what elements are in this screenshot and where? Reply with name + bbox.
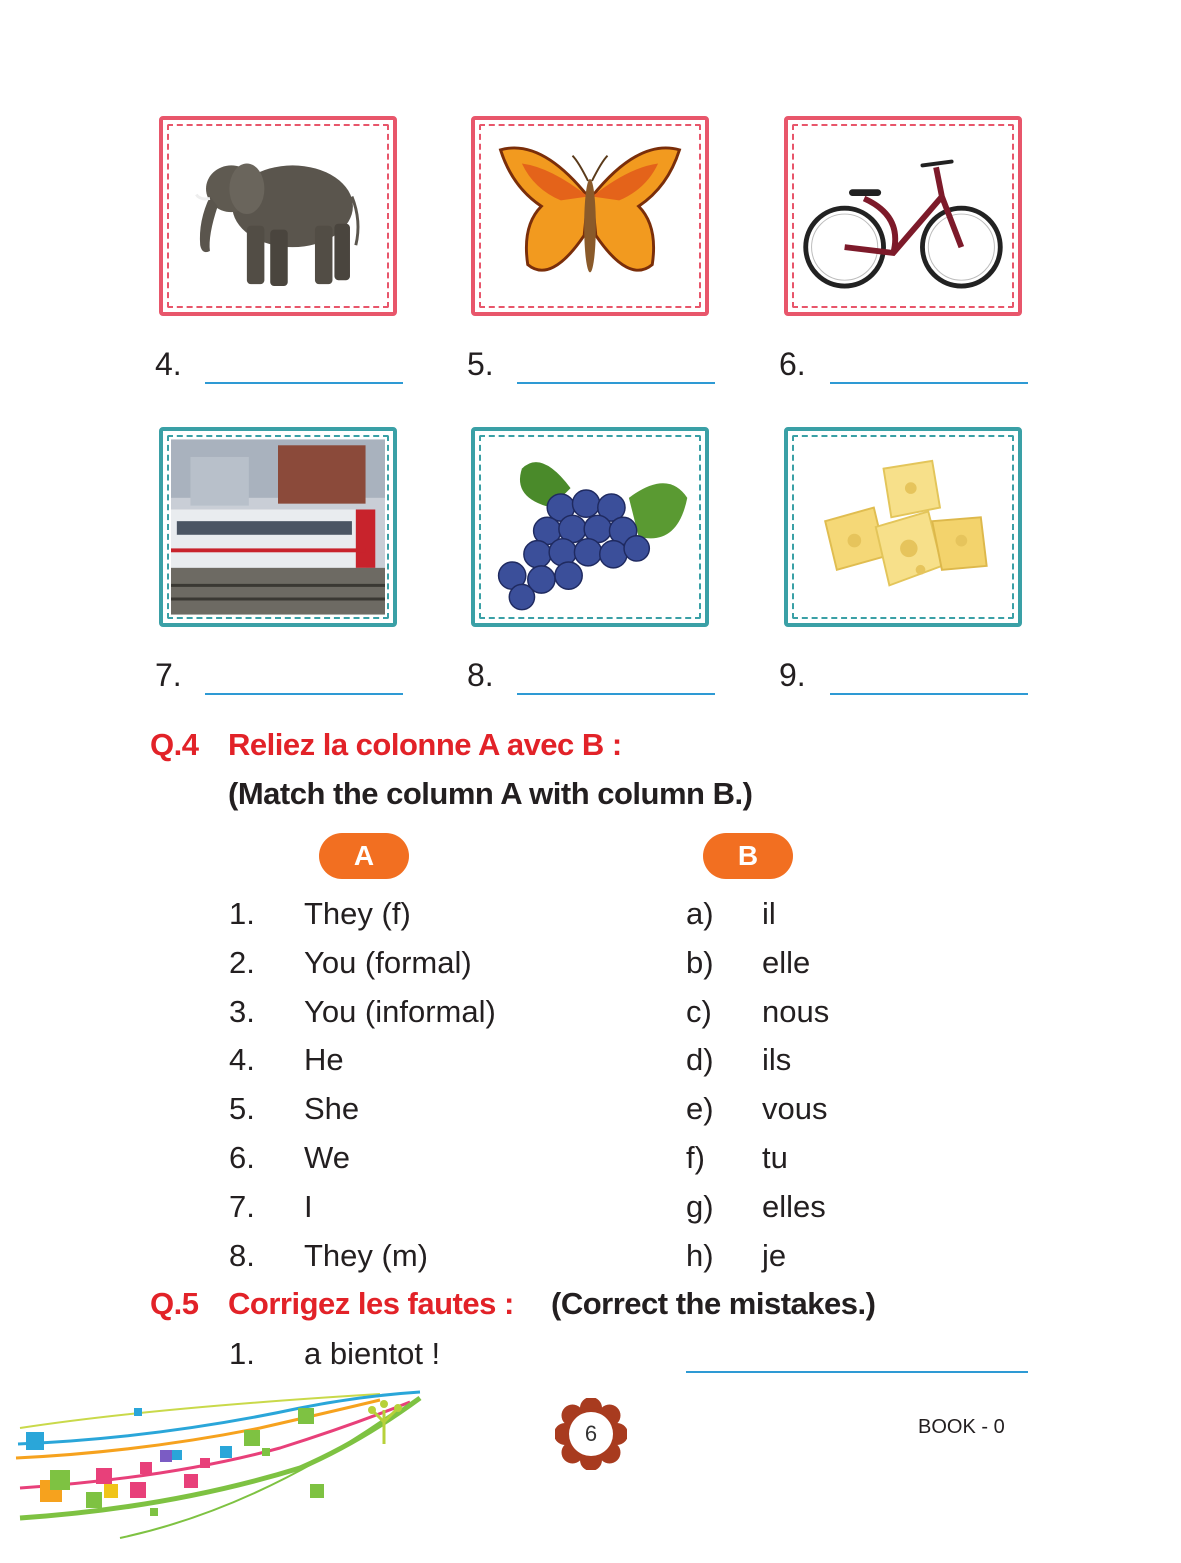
- match-row-8-b-letter: h): [686, 1237, 714, 1273]
- match-row-6-b-text: tu: [762, 1140, 788, 1175]
- match-row-1-b-letter: a): [686, 896, 714, 931]
- answer-line-9[interactable]: [830, 693, 1028, 695]
- answer-line-8[interactable]: [517, 693, 715, 695]
- cheese-icon: [796, 439, 1010, 615]
- match-row-8-a-text: They (m): [304, 1237, 428, 1273]
- match-row-4-b-letter: d): [686, 1042, 714, 1078]
- match-row-7-b-letter: g): [686, 1188, 714, 1224]
- item-number-6: 6.: [779, 346, 806, 382]
- match-row-8-a-number: 8.: [229, 1237, 255, 1273]
- decorative-ribbon-graphic: [0, 1388, 430, 1548]
- match-row-7-a-number: 7.: [229, 1188, 255, 1224]
- match-row-2-b-text: elle: [762, 944, 811, 980]
- match-row-5-b-text: vous: [762, 1091, 828, 1127]
- match-row-8-b-text: je: [762, 1237, 787, 1273]
- match-row-2-a-number: 2.: [229, 944, 255, 980]
- q5-answer-line[interactable]: [686, 1371, 1028, 1373]
- q4-number: Q.4: [150, 727, 199, 762]
- picture-frame-5: [471, 116, 709, 316]
- column-b-badge: B: [703, 833, 793, 879]
- answer-line-7[interactable]: [205, 693, 403, 695]
- picture-frame-9: [784, 427, 1022, 627]
- match-row-4-a-text: He: [304, 1042, 344, 1078]
- q5-number: Q.5: [150, 1286, 199, 1321]
- match-row-5-a-number: 5.: [229, 1091, 255, 1127]
- item-number-5: 5.: [467, 346, 494, 382]
- match-row-1-b-text: il: [762, 896, 776, 931]
- match-row-6-a-text: We: [304, 1140, 350, 1175]
- match-row-3-a-text: You (informal): [304, 993, 496, 1029]
- match-row-1-a-text: They (f): [304, 896, 411, 931]
- match-row-4-b-text: ils: [762, 1042, 792, 1078]
- q5-item-number: 1.: [229, 1336, 255, 1371]
- butterfly-icon: [483, 128, 697, 304]
- match-row-4-a-number: 4.: [229, 1042, 255, 1078]
- bicycle-icon: [796, 128, 1010, 304]
- match-row-3-b-letter: c): [686, 993, 712, 1029]
- q5-item-text: a bientot !: [304, 1336, 441, 1371]
- q5-title: Corrigez les fautes :: [228, 1286, 514, 1321]
- book-label: BOOK - 0: [918, 1416, 1005, 1438]
- match-row-2-b-letter: b): [686, 944, 714, 980]
- item-number-8: 8.: [467, 657, 494, 693]
- answer-line-6[interactable]: [830, 382, 1028, 384]
- q4-title: Reliez la colonne A avec B :: [228, 727, 622, 762]
- match-row-6-b-letter: f): [686, 1140, 705, 1175]
- match-row-2-a-text: You (formal): [304, 944, 472, 980]
- match-row-5-b-letter: e): [686, 1091, 714, 1127]
- elephant-icon: [171, 128, 385, 304]
- match-row-5-a-text: She: [304, 1091, 360, 1127]
- match-row-6-a-number: 6.: [229, 1140, 255, 1175]
- picture-frame-8: [471, 427, 709, 627]
- answer-line-4[interactable]: [205, 382, 403, 384]
- item-number-7: 7.: [155, 657, 182, 693]
- picture-frame-4: [159, 116, 397, 316]
- column-a-badge: A: [319, 833, 409, 879]
- page-number: 6: [584, 1421, 598, 1446]
- match-row-7-b-text: elles: [762, 1188, 826, 1224]
- grapes-icon: [483, 439, 697, 615]
- q5-subtitle: (Correct the mistakes.): [551, 1286, 876, 1321]
- picture-frame-7: [159, 427, 397, 627]
- answer-line-5[interactable]: [517, 382, 715, 384]
- match-row-1-a-number: 1.: [229, 896, 255, 931]
- train-icon: [171, 439, 385, 615]
- match-row-7-a-text: I: [304, 1188, 313, 1224]
- picture-frame-6: [784, 116, 1022, 316]
- item-number-9: 9.: [779, 657, 806, 693]
- item-number-4: 4.: [155, 346, 182, 382]
- match-row-3-a-number: 3.: [229, 993, 255, 1029]
- q4-subtitle: (Match the column A with column B.): [228, 776, 753, 811]
- match-row-3-b-text: nous: [762, 993, 830, 1029]
